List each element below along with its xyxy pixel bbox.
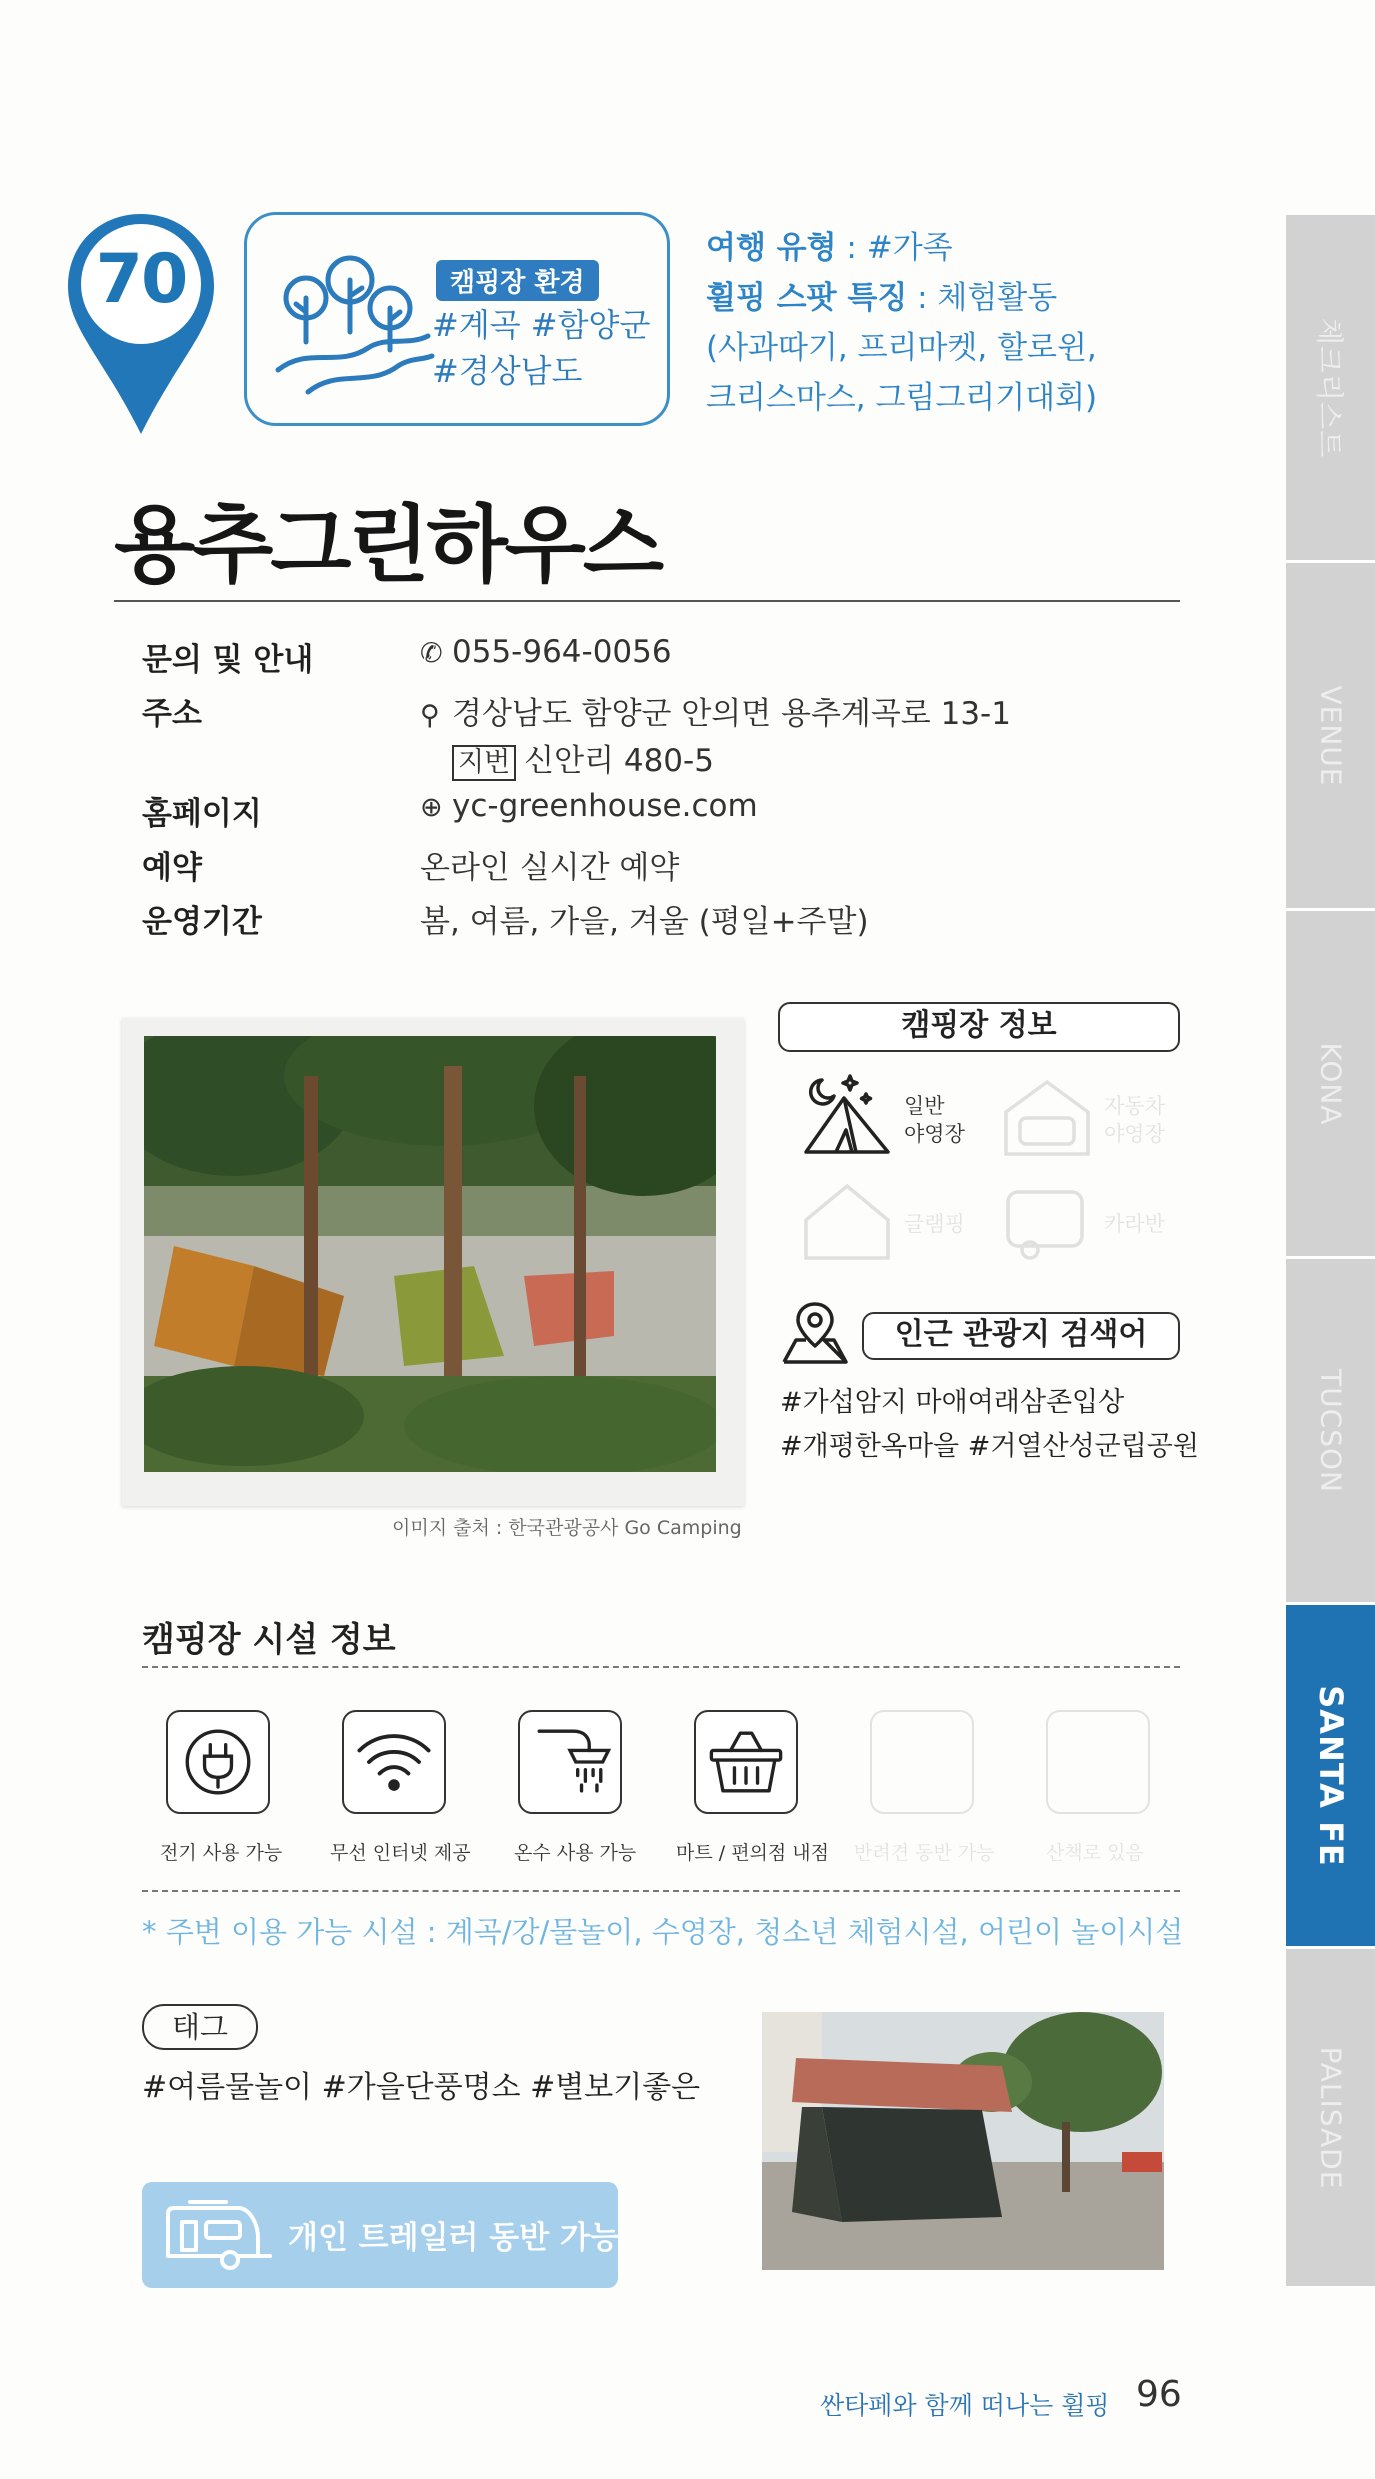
reservation-label: 예약 bbox=[142, 850, 202, 886]
wifi-icon bbox=[342, 1710, 446, 1814]
environment-tags: #계곡 #함양군 bbox=[432, 306, 651, 344]
address-value: ⚲ 경상남도 함양군 안의면 용추계곡로 13-1 bbox=[420, 696, 1011, 732]
tab-venue[interactable]: VENUE bbox=[1286, 560, 1375, 908]
basket-icon bbox=[694, 1710, 798, 1814]
page-number: 96 bbox=[1136, 2374, 1182, 2415]
environment-tags: #경상남도 bbox=[432, 352, 583, 390]
campsite-type-label: 일반 야영장 bbox=[904, 1094, 965, 1146]
environment-label: 캠핑장 환경 bbox=[436, 260, 599, 301]
reservation-value: 온라인 실시간 예약 bbox=[420, 850, 680, 886]
tab-tucson[interactable]: TUCSON bbox=[1286, 1256, 1375, 1602]
trailer-icon bbox=[160, 2194, 272, 2276]
jibun-badge: 지번 bbox=[452, 745, 516, 781]
glamping-icon bbox=[800, 1180, 894, 1262]
plug-icon bbox=[166, 1710, 270, 1814]
tab-palisade[interactable]: PALISADE bbox=[1286, 1946, 1375, 2286]
photo-caption: 이미지 출처 : 한국관광공사 Go Camping bbox=[392, 1517, 742, 1539]
forest-stream-icon bbox=[268, 250, 438, 400]
campsite-info-title: 캠핑장 정보 bbox=[778, 1002, 1180, 1052]
car-icon bbox=[1000, 1076, 1094, 1158]
trip-feature: 휠핑 스팟 특징 : 체험활동 bbox=[706, 280, 1058, 316]
trip-feature-detail: (사과따기, 프리마켓, 할로윈, bbox=[706, 330, 1097, 366]
map-location-icon bbox=[780, 1300, 850, 1366]
divider bbox=[142, 1890, 1180, 1892]
tags-list: #여름물놀이 #가을단풍명소 #별보기좋은 bbox=[142, 2070, 701, 2105]
tent-photo bbox=[762, 2012, 1164, 2270]
period-value: 봄, 여름, 가을, 겨울 (평일+주말) bbox=[420, 904, 869, 940]
trip-feature-detail: 크리스마스, 그림그리기대회) bbox=[706, 380, 1098, 416]
caravan-icon bbox=[1000, 1180, 1094, 1262]
facility-label: 무선 인터넷 제공 bbox=[330, 1842, 471, 1864]
tab-kona[interactable]: KONA bbox=[1286, 908, 1375, 1256]
contact-label: 문의 및 안내 bbox=[142, 642, 314, 678]
address-label: 주소 bbox=[142, 696, 202, 732]
facility-label: 온수 사용 가능 bbox=[514, 1842, 637, 1864]
page-title: 용추그린하우스 bbox=[114, 496, 662, 594]
trailer-text: 개인 트레일러 동반 가능 bbox=[288, 2220, 620, 2256]
homepage-value[interactable]: ⊕ yc-greenhouse.com bbox=[420, 788, 758, 824]
pet-icon bbox=[870, 1710, 974, 1814]
shower-icon bbox=[518, 1710, 622, 1814]
tent-icon bbox=[800, 1072, 894, 1158]
tags-title: 태그 bbox=[142, 2004, 258, 2050]
title-divider bbox=[114, 600, 1180, 602]
campsite-type-label: 카라반 bbox=[1104, 1212, 1165, 1236]
walk-icon bbox=[1046, 1710, 1150, 1814]
nearby-facilities: * 주변 이용 가능 시설 : 계곡/강/물놀이, 수영장, 청소년 체험시설, 어린이 놀이시설 bbox=[142, 1915, 1184, 1949]
campsite-photo bbox=[144, 1036, 716, 1472]
trip-type: 여행 유형 : #가족 bbox=[706, 230, 953, 266]
spot-number: 70 bbox=[95, 240, 187, 319]
facility-label: 전기 사용 가능 bbox=[160, 1842, 283, 1864]
map-marker-icon: ⚲ bbox=[420, 700, 440, 731]
campsite-type-label: 글램핑 bbox=[904, 1212, 965, 1236]
footer-text: 싼타페와 함께 떠나는 휠핑 bbox=[820, 2391, 1110, 2420]
nearby-search-line: #가섭암지 마애여래삼존입상 bbox=[780, 1387, 1125, 1418]
phone-icon: ✆ bbox=[420, 638, 443, 669]
contact-value: ✆ 055-964-0056 bbox=[420, 634, 672, 670]
facility-label: 마트 / 편의점 내점 bbox=[676, 1842, 829, 1864]
campsite-type-label: 자동차 야영장 bbox=[1104, 1094, 1165, 1146]
facility-label: 반려견 동반 가능 bbox=[854, 1842, 995, 1864]
tab-santa-fe[interactable]: SANTA FE bbox=[1286, 1602, 1375, 1946]
facility-label: 산책로 있음 bbox=[1046, 1842, 1144, 1864]
globe-icon: ⊕ bbox=[420, 792, 443, 823]
jibun-address: 지번 신안리 480-5 bbox=[452, 735, 714, 781]
period-label: 운영기간 bbox=[142, 904, 262, 940]
divider bbox=[142, 1666, 1180, 1668]
tab-checklist[interactable]: 체크리스트 bbox=[1286, 212, 1375, 560]
nearby-search-title: 인근 관광지 검색어 bbox=[862, 1312, 1180, 1360]
homepage-label: 홈페이지 bbox=[142, 796, 262, 832]
facilities-title: 캠핑장 시설 정보 bbox=[142, 1620, 396, 1660]
nearby-search-line: #개평한옥마을 #거열산성군립공원 bbox=[780, 1431, 1199, 1462]
